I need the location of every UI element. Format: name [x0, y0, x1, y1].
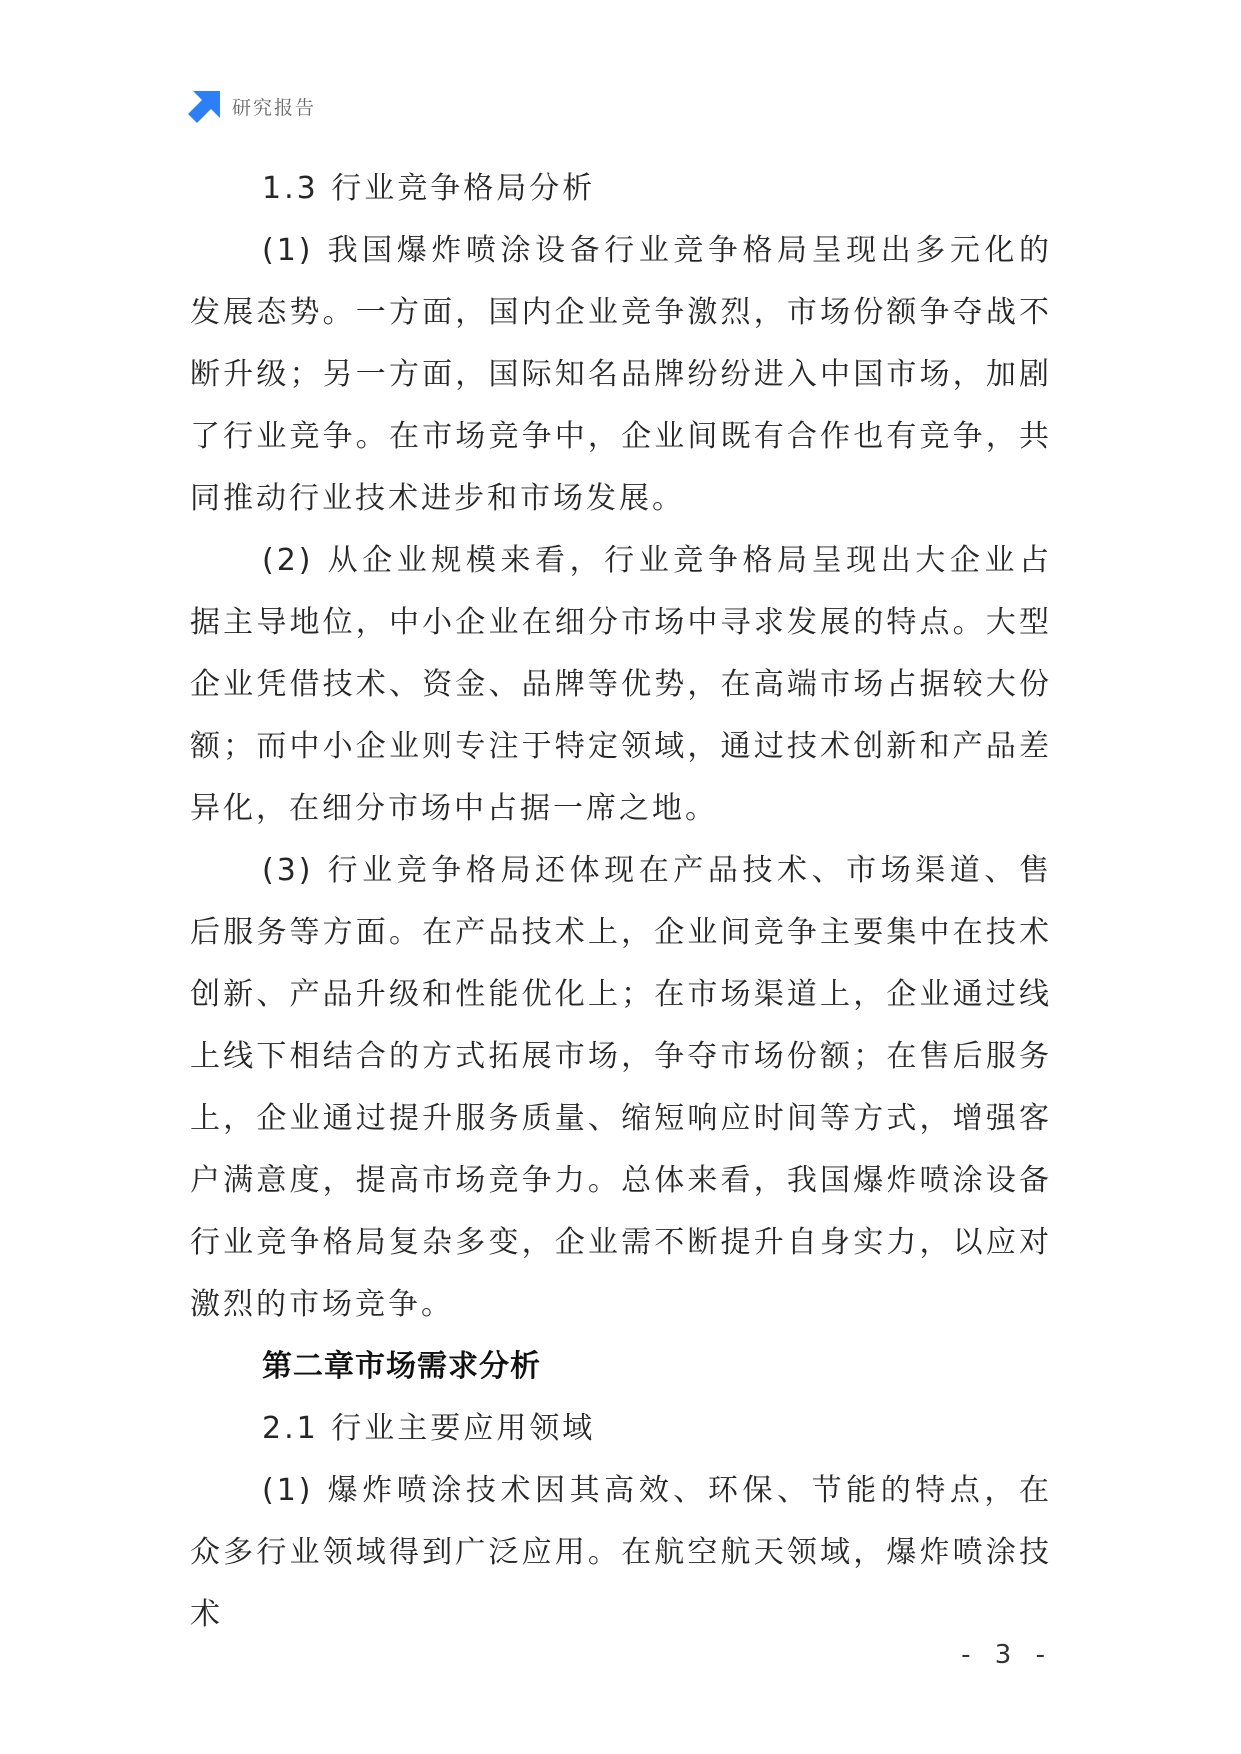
- arrow-up-right-icon: [188, 89, 222, 123]
- section-title: 1.3 行业竞争格局分析: [262, 171, 596, 206]
- paragraph: (1) 我国爆炸喷涂设备行业竞争格局呈现出多元化的发展态势。一方面，国内企业竞争激烈，市场份额争夺战不断升级；另一方面，国际知名品牌纷纷进入中国市场，加剧了行业竞争。在市场竞争中，企业间既有合作也有竞争，共同推动行业技术进步和市场发展。: [190, 233, 1052, 516]
- header-label: 研究报告: [232, 96, 317, 119]
- page-header: [188, 88, 316, 124]
- page-number: - 3 -: [961, 1640, 1053, 1670]
- paragraph: (3) 行业竞争格局还体现在产品技术、市场渠道、售后服务等方面。在产品技术上，企业间竞争主要集中在技术创新、产品升级和性能优化上；在市场渠道上，企业通过线上线下相结合的方式拓展市场，争夺市场份额；在售后服务上，企业通过提升服务质量、缩短响应时间等方式，增强客户满意度，提高市场竞争力。总体来看，我国爆炸喷涂设备行业竞争格局复杂多变，企业需不断提升自身实力，以应对激烈的市场竞争。: [190, 853, 1052, 1322]
- paragraph: (2) 从企业规模来看，行业竞争格局呈现出大企业占据主导地位，中小企业在细分市场中寻求发展的特点。大型企业凭借技术、资金、品牌等优势，在高端市场占据较大份额；而中小企业则专注于特定领域，通过技术创新和产品差异化，在细分市场中占据一席之地。: [190, 543, 1052, 826]
- paragraph: (1) 爆炸喷涂技术因其高效、环保、节能的特点，在众多行业领域得到广泛应用。在航空航天领域，爆炸喷涂技术: [190, 1473, 1052, 1632]
- document-body: [190, 158, 1052, 1646]
- chapter-title: 第二章市场需求分析: [262, 1349, 541, 1384]
- section-title: 2.1 行业主要应用领域: [262, 1411, 596, 1446]
